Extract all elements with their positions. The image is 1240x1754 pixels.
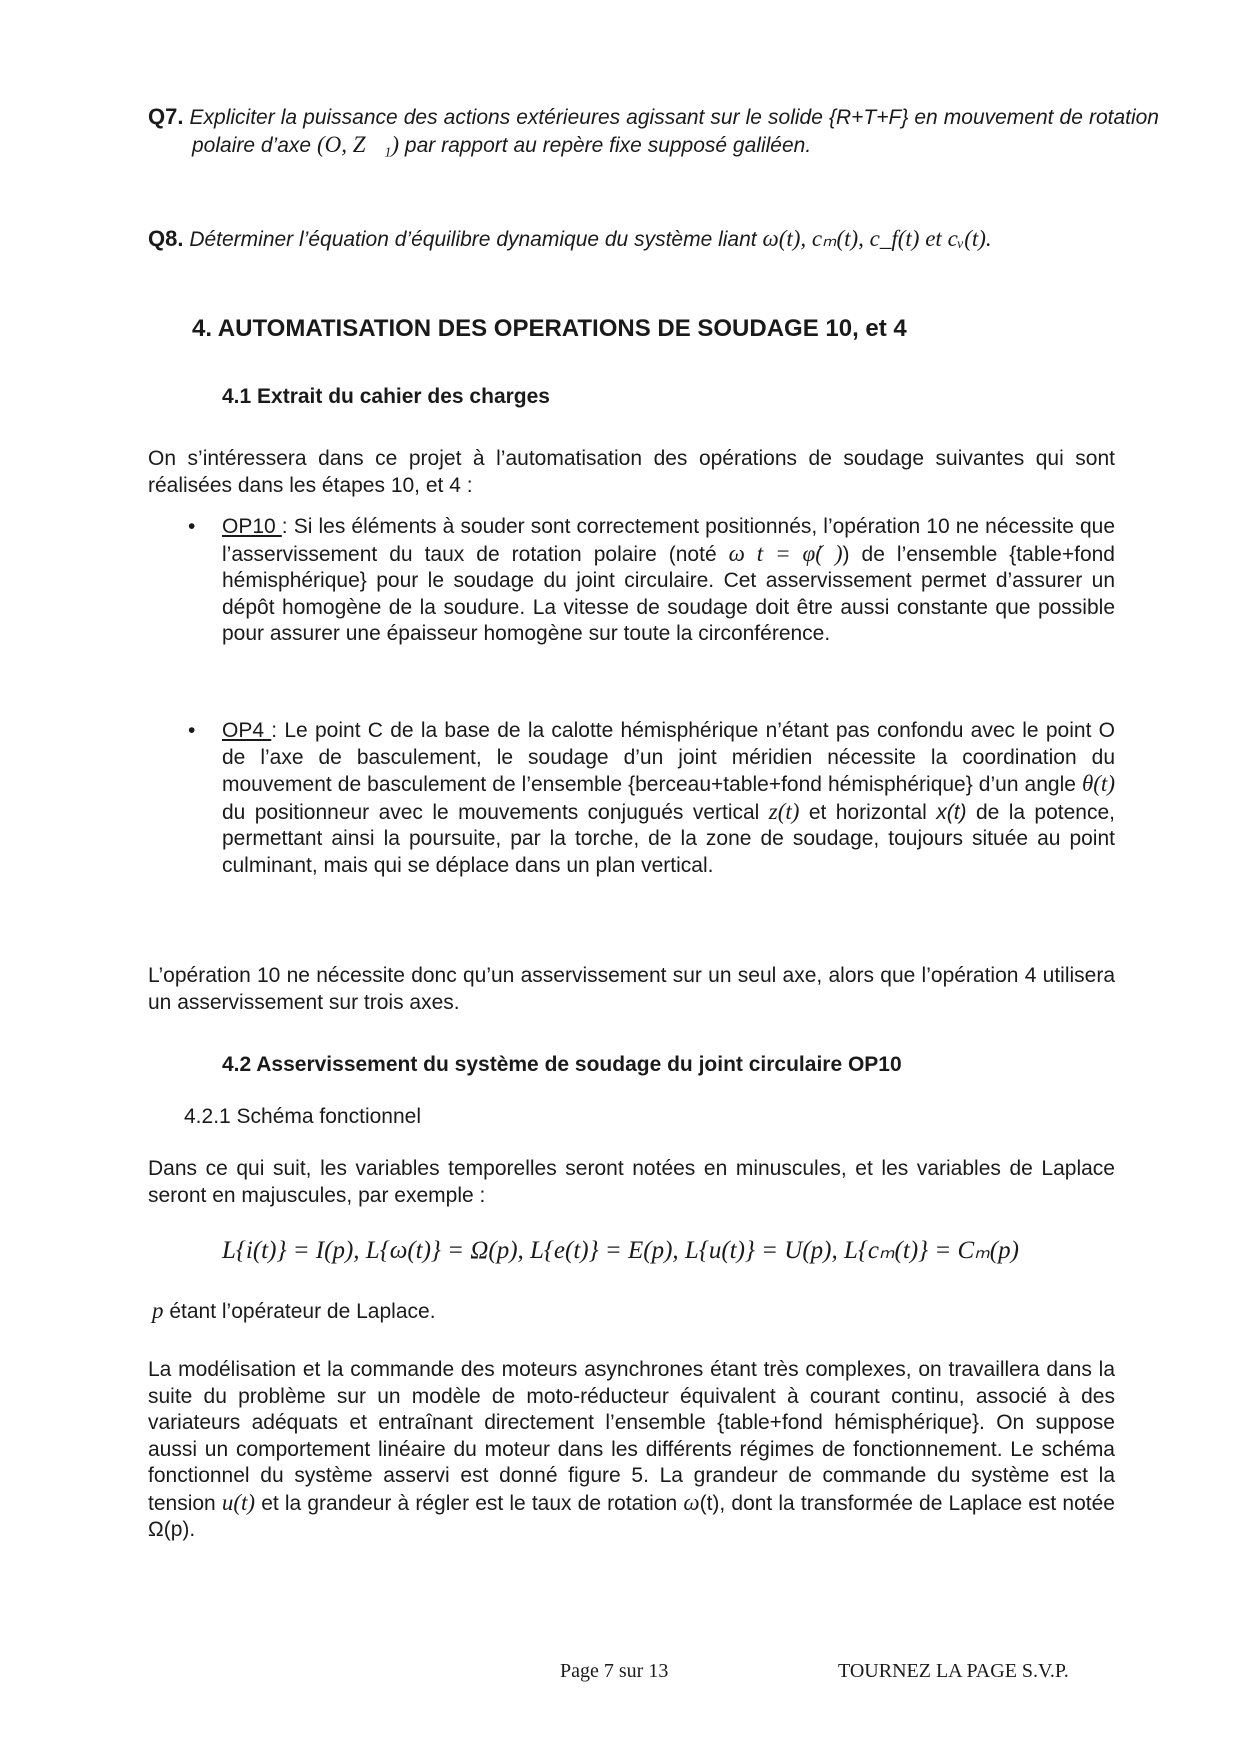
q8-label: Q8. — [148, 226, 184, 251]
q7-text2: par rapport au repère fixe supposé galiléen. — [404, 133, 812, 157]
bullet-icon: • — [188, 515, 196, 538]
page-number: Page 7 sur 13 — [560, 1660, 669, 1682]
laplace-formula: L{i(t)} = I(p), L{ω(t)} = Ω(p), L{e(t)} = E(p), L{u(t)} = U(p), L{cₘ(t)} = Cₘ(p) — [222, 1237, 1019, 1264]
intro-paragraph: On s’intéressera dans ce projet à l’automatisation des opérations de soudage suivantes qui sont réalisées dans les étapes 10, et 4 : — [148, 447, 1115, 497]
op10-text: : Si les éléments à souder sont correctement positionnés, l’opération 10 ne nécessite que l’asservissement du taux de rotation polaire (noté — [222, 515, 1115, 566]
question-q8 — [148, 226, 1115, 254]
op4-x: x(t) — [936, 800, 967, 824]
section-4-1-heading: 4.1 Extrait du cahier des charges — [222, 385, 550, 408]
section-4-2-heading: 4.2 Asservissement du système de soudage du joint circulaire OP10 — [222, 1053, 902, 1076]
variables-paragraph: Dans ce qui suit, les variables temporelles seront notées en minuscules, et les variables de Laplace seront en majuscules, par exemple : — [148, 1157, 1115, 1207]
q8-text: Déterminer l’équation d’équilibre dynamique du système liant — [189, 228, 757, 251]
section-4-2-1-heading: 4.2.1 Schéma fonctionnel — [184, 1105, 421, 1128]
op4-label: OP4 — [222, 719, 272, 742]
p-text: étant l’opérateur de Laplace. — [163, 1300, 436, 1323]
model-text3: (t), dont la transformée de Laplace est notée Ω(p). — [148, 1491, 1115, 1541]
q7-text: Expliciter la puissance des actions extérieures agissant sur le solide {R+T+F} en mouvement de rotation polaire d’axe — [189, 106, 1159, 157]
q7-label: Q7. — [148, 104, 184, 129]
op4-text: : Le point C de la base de la calotte hémisphérique n’étant pas confondu avec le point O de l’axe de basculement, le soudage d’un joint méridien nécessite la coordination du mouvement de basculement de l’ensemble {berceau+table+fond hémisphérique} d’un angle — [222, 719, 1115, 796]
p-math: p — [152, 1298, 164, 1323]
op4-theta: θ(t) — [1081, 771, 1115, 796]
summary-paragraph: L’opération 10 ne nécessite donc qu’un asservissement sur un seul axe, alors que l’opération 4 utilisera un asservissement sur trois axes. — [148, 964, 1115, 1014]
u-math: u(t) — [221, 1489, 256, 1515]
op10-math: ω t = φ̇( ) — [728, 540, 843, 566]
omega-math: ω — [683, 1489, 700, 1515]
bullet-op10 — [188, 514, 1115, 648]
question-q7 — [148, 104, 1159, 159]
p-definition — [152, 1298, 1119, 1326]
q8-math: ω(t), cₘ(t), c_f(t) et cᵥ(t). — [762, 226, 992, 251]
op4-z: z(t) — [768, 798, 800, 824]
model-text2: et la grandeur à régler est le taux de rotation — [261, 1491, 678, 1515]
bullet-op4 — [188, 718, 1115, 879]
section-4-heading: 4. AUTOMATISATION DES OPERATIONS DE SOUDAGE 10, et 4 — [192, 315, 907, 342]
op4-text3: et horizontal — [808, 800, 927, 824]
bullet-icon: • — [188, 719, 196, 742]
model-paragraph — [148, 1357, 1115, 1544]
op10-text2: ) de l’ensemble {table+fond hémisphérique} pour le soudage du joint circulaire. Cet asservissement permet d’assurer un dépôt homogène de la soudure. La vitesse de soudage doit être aussi constante que possible pour assurer une épaisseur homogène sur toute la circonférence. — [222, 542, 1115, 645]
op4-text2: du positionneur avec le mouvements conjugués vertical — [222, 800, 760, 824]
turn-page-note: TOURNEZ LA PAGE S.V.P. — [838, 1660, 1069, 1682]
model-text: La modélisation et la commande des moteurs asynchrones étant très complexes, on travaillera dans la suite du problème sur un modèle de moto-réducteur équivalent à courant continu, associé à des variateurs adéquats et entraînant directement l’ensemble {table+fond hémisphérique}. On suppose aussi un comportement linéaire du moteur dans les différents régimes de fonctionnement. Le schéma fonctionnel du système asservi est donné figure 5. La grandeur de commande du système est la tension — [148, 1358, 1115, 1515]
op4-text4: de la potence, permettant ainsi la poursuite, par la torche, de la zone de soudage, toujours située au point culminant, mais qui se déplace dans un plan vertical. — [222, 800, 1115, 877]
q7-axis-math: (O, Z⃗₁) — [316, 131, 400, 157]
op10-label: OP10 — [222, 515, 282, 538]
